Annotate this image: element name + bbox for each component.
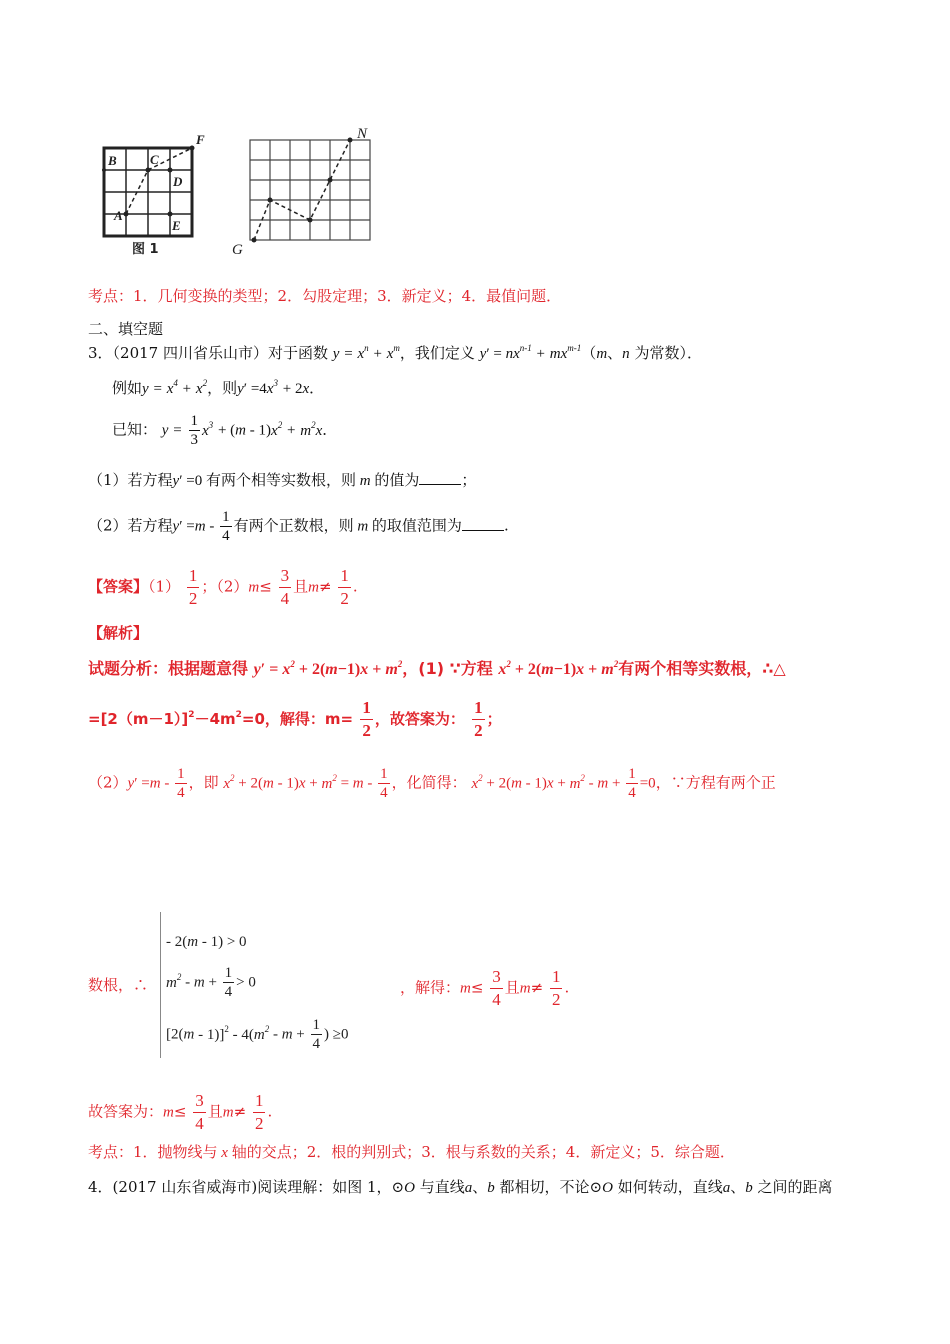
label-N: N — [357, 126, 368, 142]
inequality-3: $[2(m - 1)]^2 - 4(m^2$ - m + $\frac{1}{4}$ ) ≥0 — [166, 1017, 349, 1052]
inequality-2: $m^2$ - m + $\frac{1}{4}$ > 0 — [166, 965, 256, 1000]
label-E: E — [172, 218, 181, 233]
label-B: B — [108, 153, 117, 168]
q3-part2: （2）若方程y′ =m - $\frac{1}{4}$ 有两个正数根，则 m 的取值范围为 . — [88, 509, 509, 544]
analysis-line-4-solution: ，解得：m≤ $\frac{3}{4}$ 且m≠ $\frac{1}{2}$ . — [400, 967, 570, 1009]
label-C: C — [150, 152, 159, 167]
section-title: 二、填空题 — [88, 320, 164, 338]
analysis-line-2: $=[2(m-1)]^2-4m^2=0$，解得：m= $\frac{1}{2}$ ，故答案为： $\frac{1}{2}$ ； — [88, 698, 502, 740]
q3-statement: 3．（2017 四川省乐山市）对于函数 $y = x^n + x^m$，我们定义 $y' = nx^{n-1} + mx^{m-1}(m$、n 为常数）． — [88, 343, 702, 362]
kaodian-2: 考点：1．抛物线与 x 轴的交点；2．根的判别式；3．根与系数的关系；4．新定义；5．综合题． — [88, 1143, 735, 1161]
figure-2-grid — [226, 122, 386, 262]
q3-known: 已知： y = $\frac{1}{3}$ $x^3 + (m - 1)x^2 + m^2x$． — [112, 413, 338, 448]
answer-line: 【答案】（1） $\frac{1}{2}$ ；（2）m≤ $\frac{3}{4}$ 且m≠ $\frac{1}{2}$ . — [88, 566, 358, 608]
inequality-1: - 2(m - 1) > 0 — [166, 934, 247, 950]
dashed-path-2 — [254, 140, 350, 240]
label-D: D — [173, 174, 183, 189]
analysis-line-5: 故答案为：m≤ $\frac{3}{4}$ 且m≠ $\frac{1}{2}$ . — [88, 1091, 273, 1133]
kaodian-1: 考点：1．几何变换的类型；2．勾股定理；3．新定义；4．最值问题． — [88, 287, 562, 305]
answer-blank-2[interactable] — [462, 516, 504, 531]
analysis-line-1: 试题分析：根据题意得 $y' = x^2 + 2(m-1)x + m^2$，(1) ∵方程 $x^2 + 2(m-1)x + m^2$有两个相等实数根，∴△ — [88, 659, 786, 678]
label-G: G — [232, 242, 243, 258]
q3-example: 例如$y = x^4 + x^2$，则$y' =4x^3 + 2x$． — [112, 378, 325, 397]
label-A: A — [114, 208, 123, 223]
system-brace — [160, 912, 161, 1058]
analysis-line-3: （2）y′ =m - $\frac{1}{4}$ ，即 $x^2 + 2(m - 1)x + m^2 = m$ - $\frac{1}{4}$ ，化简得： $x^2 + 2(m - 1)x + m^2 - m$ + $\frac{1}{4}$ =0，∵方程有两个正 — [88, 766, 776, 801]
figure-1-grid — [96, 128, 216, 258]
figure-1-caption: 图 1 — [132, 242, 159, 257]
label-F: F — [196, 132, 205, 147]
analysis-label: 【解析】 — [88, 624, 149, 642]
analysis-line-4-prefix: 数根，∴ — [88, 976, 149, 994]
answer-blank-1[interactable] — [419, 470, 461, 485]
q3-part1: （1）若方程y′ =0 有两个相等实数根，则 m 的值为 ； — [88, 471, 477, 489]
q4-statement: 4．(2017 山东省威海市)阅读理解：如图 1，⊙O 与直线a、b 都相切，不论⊙O 如何转动，直线a、b 之间的距离 — [88, 1178, 833, 1196]
